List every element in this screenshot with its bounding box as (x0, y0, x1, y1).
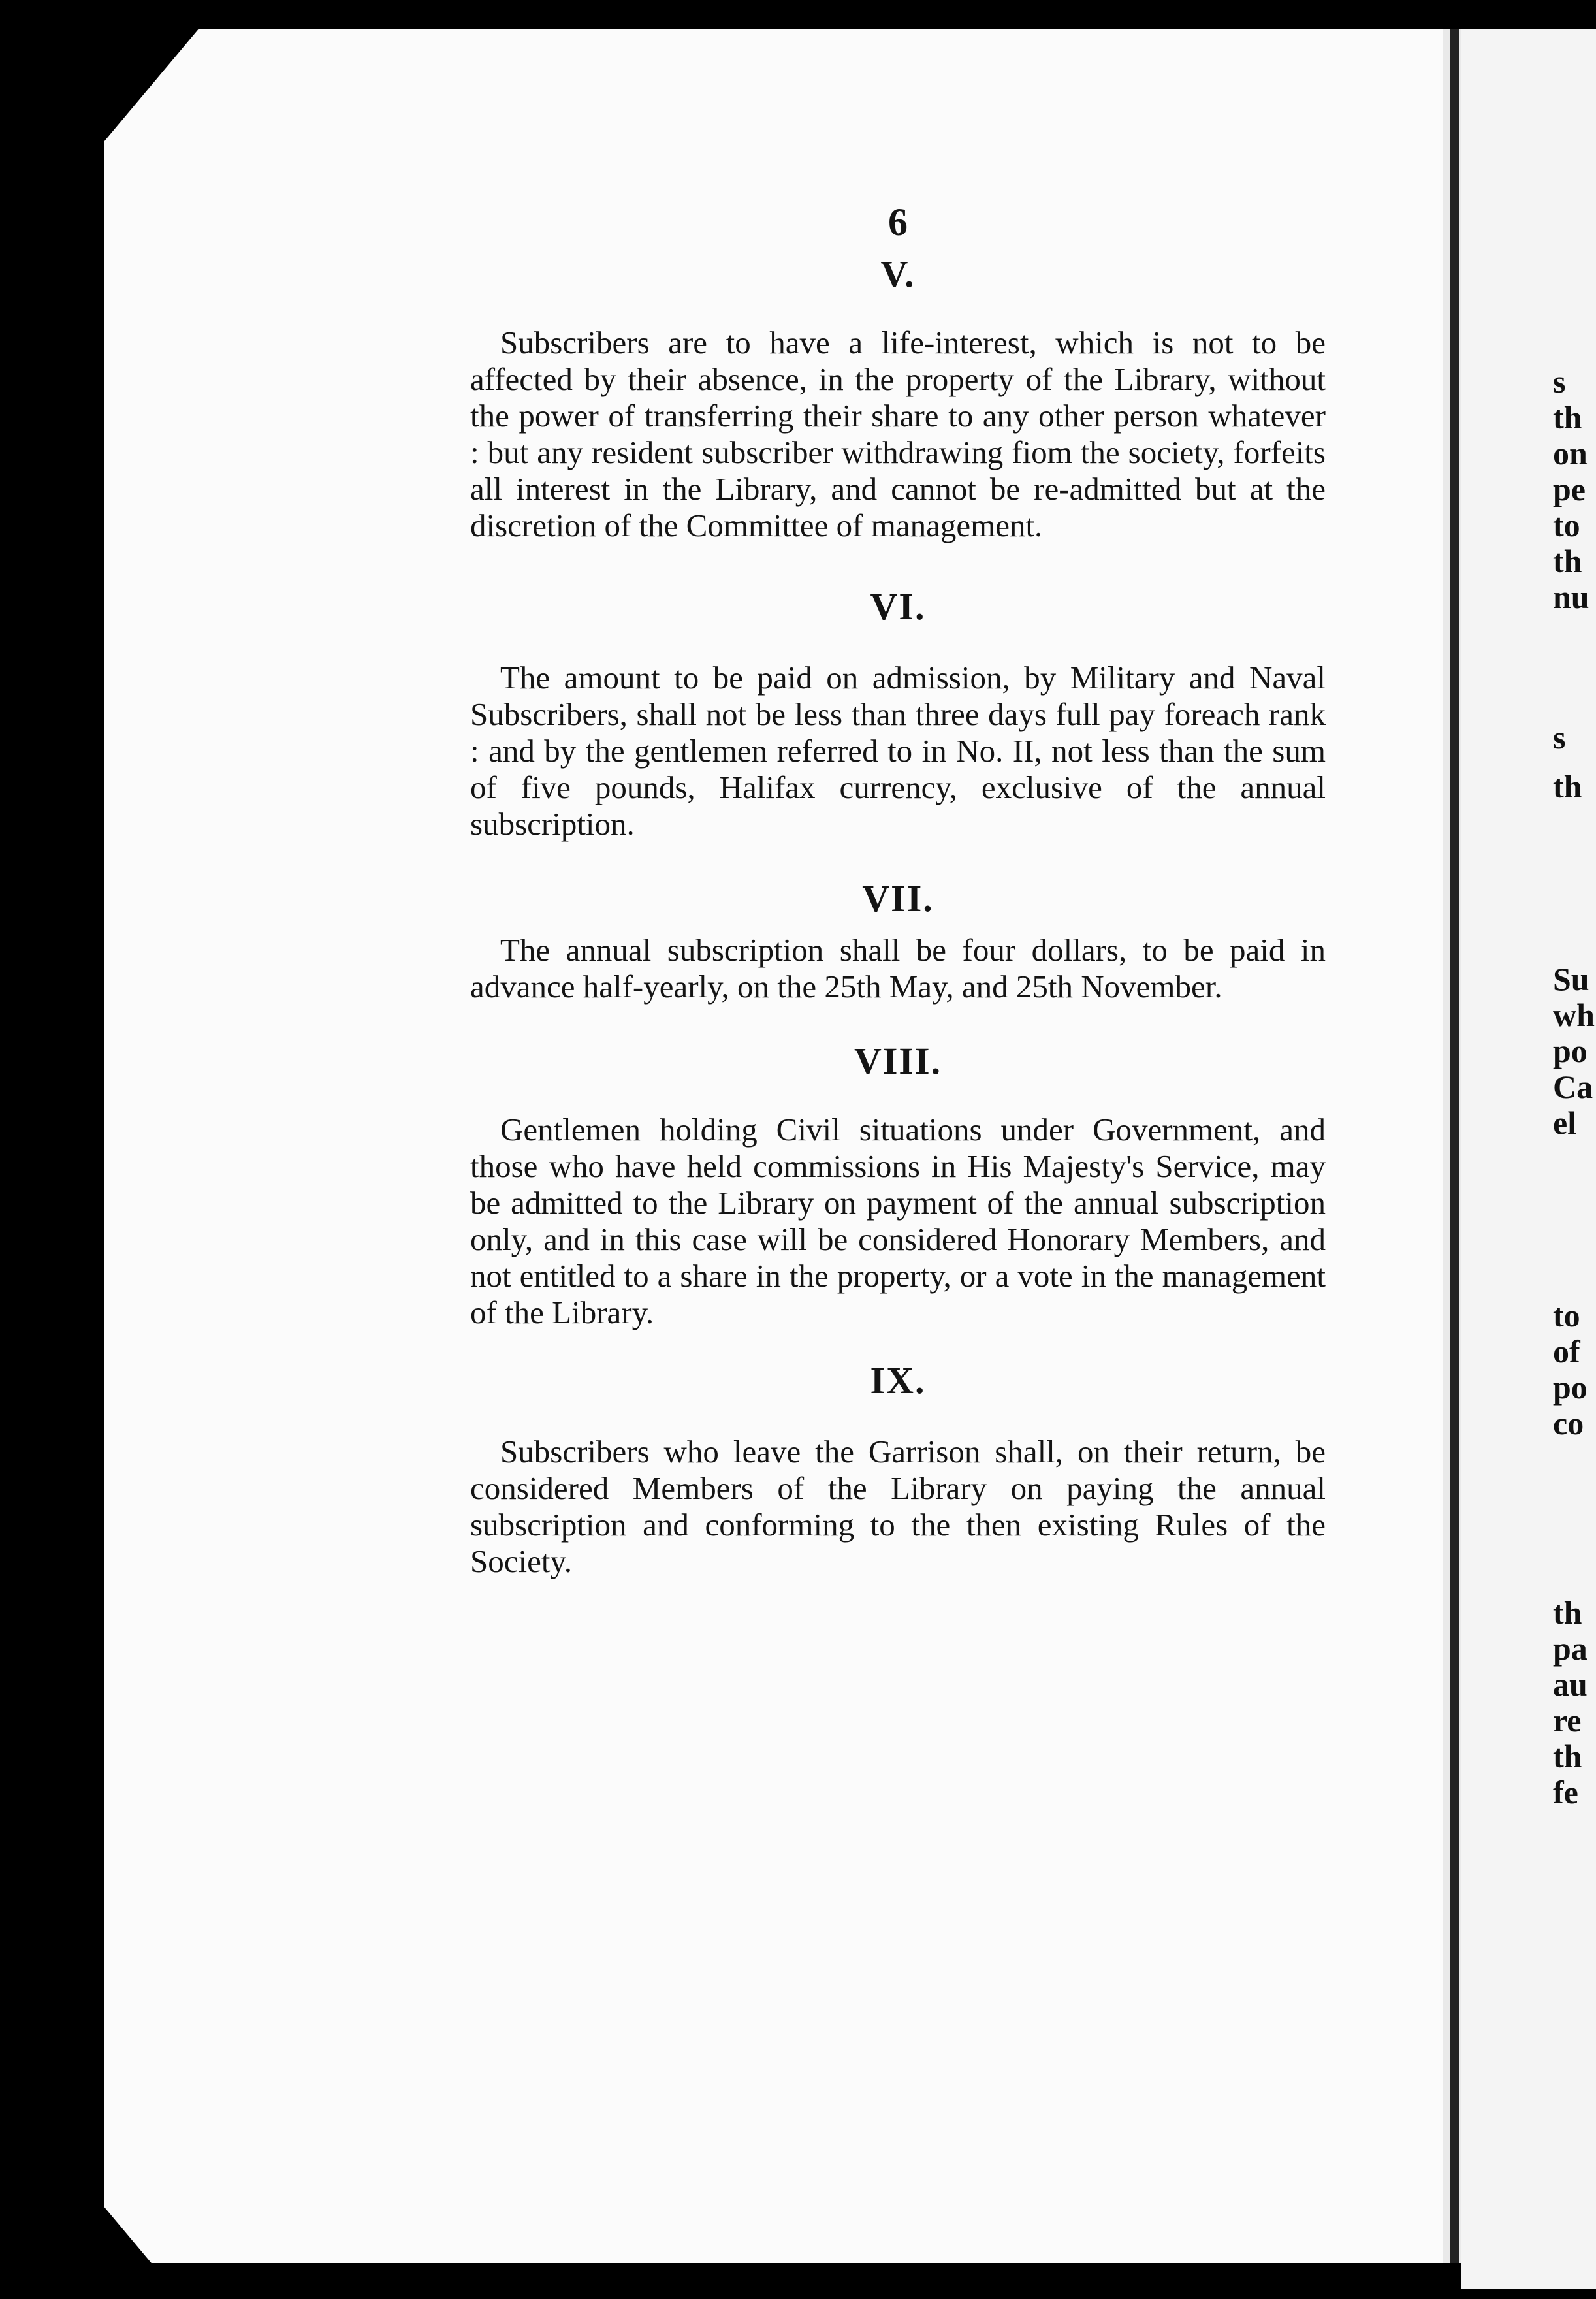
facing-fragment: on (1553, 435, 1588, 472)
section-text-vi: The amount to be paid on admission, by Military and Naval Subscribers, shall not be less than three days full pay foreach rank : and by the gentlemen referred to in No. II, not less than the sum of five pounds, Halifax currency, exclusive of the annual subscription. (470, 660, 1326, 842)
facing-fragment: to (1553, 507, 1580, 543)
facing-fragment: Su (1553, 961, 1589, 997)
facing-fragment: Ca (1553, 1069, 1593, 1105)
facing-fragment: au (1553, 1666, 1588, 1703)
section-text-v: Subscribers are to have a life-interest, which is not to be affected by their absence, in the property of the Library, without the power of transferring their share to any other person whatever : but any resident subscriber withdrawing fiom the society, forfeits all interest in the Library, and cannot be re-admitted but at the discretion of the Committee of management. (470, 325, 1326, 543)
facing-fragment: fe (1553, 1774, 1578, 1810)
section-heading-vi: VI. (870, 585, 926, 628)
facing-fragment: pe (1553, 471, 1586, 507)
section-heading-v: V. (880, 253, 916, 295)
facing-fragment: th (1553, 1594, 1582, 1631)
facing-fragment: po (1553, 1369, 1588, 1406)
page-number: 6 (888, 201, 908, 244)
section-heading-ix: IX. (870, 1359, 926, 1402)
facing-fragment: po (1553, 1033, 1588, 1069)
facing-fragment: th (1553, 543, 1582, 579)
section-heading-vii: VII. (862, 877, 934, 920)
facing-fragment: th (1553, 399, 1582, 436)
facing-fragment: re (1553, 1702, 1582, 1739)
section-text-vii: The annual subscription shall be four dollars, to be paid in advance half-yearly, on the 25th May, and 25th November. (470, 932, 1326, 1005)
facing-fragment: s (1553, 719, 1566, 756)
facing-page-text (1553, 0, 1596, 2299)
facing-fragment: s (1553, 363, 1566, 400)
section-text-viii: Gentlemen holding Civil situations under Government, and those who have held commissions in His Majesty's Service, may be admitted to the Library on payment of the annual subscription only, and in this case will be considered Honorary Members, and not entitled to a share in the property, or a vote in the management of the Library. (470, 1112, 1326, 1330)
facing-fragment: co (1553, 1405, 1584, 1441)
facing-fragment: nu (1553, 579, 1589, 615)
section-heading-viii: VIII. (854, 1040, 942, 1082)
facing-fragment: el (1553, 1104, 1577, 1141)
facing-fragment: of (1553, 1333, 1580, 1370)
facing-fragment: wh (1553, 997, 1595, 1033)
book-gutter (1450, 29, 1459, 2263)
facing-fragment: th (1553, 768, 1582, 805)
facing-fragment: pa (1553, 1630, 1588, 1667)
page-text (470, 196, 1326, 1580)
facing-fragment: to (1553, 1297, 1580, 1334)
facing-fragment: th (1553, 1738, 1582, 1775)
section-text-ix: Subscribers who leave the Garrison shall, on their return, be considered Members of the Library on paying the annual subscription and conforming to the then existing Rules of the Society. (470, 1434, 1326, 1579)
